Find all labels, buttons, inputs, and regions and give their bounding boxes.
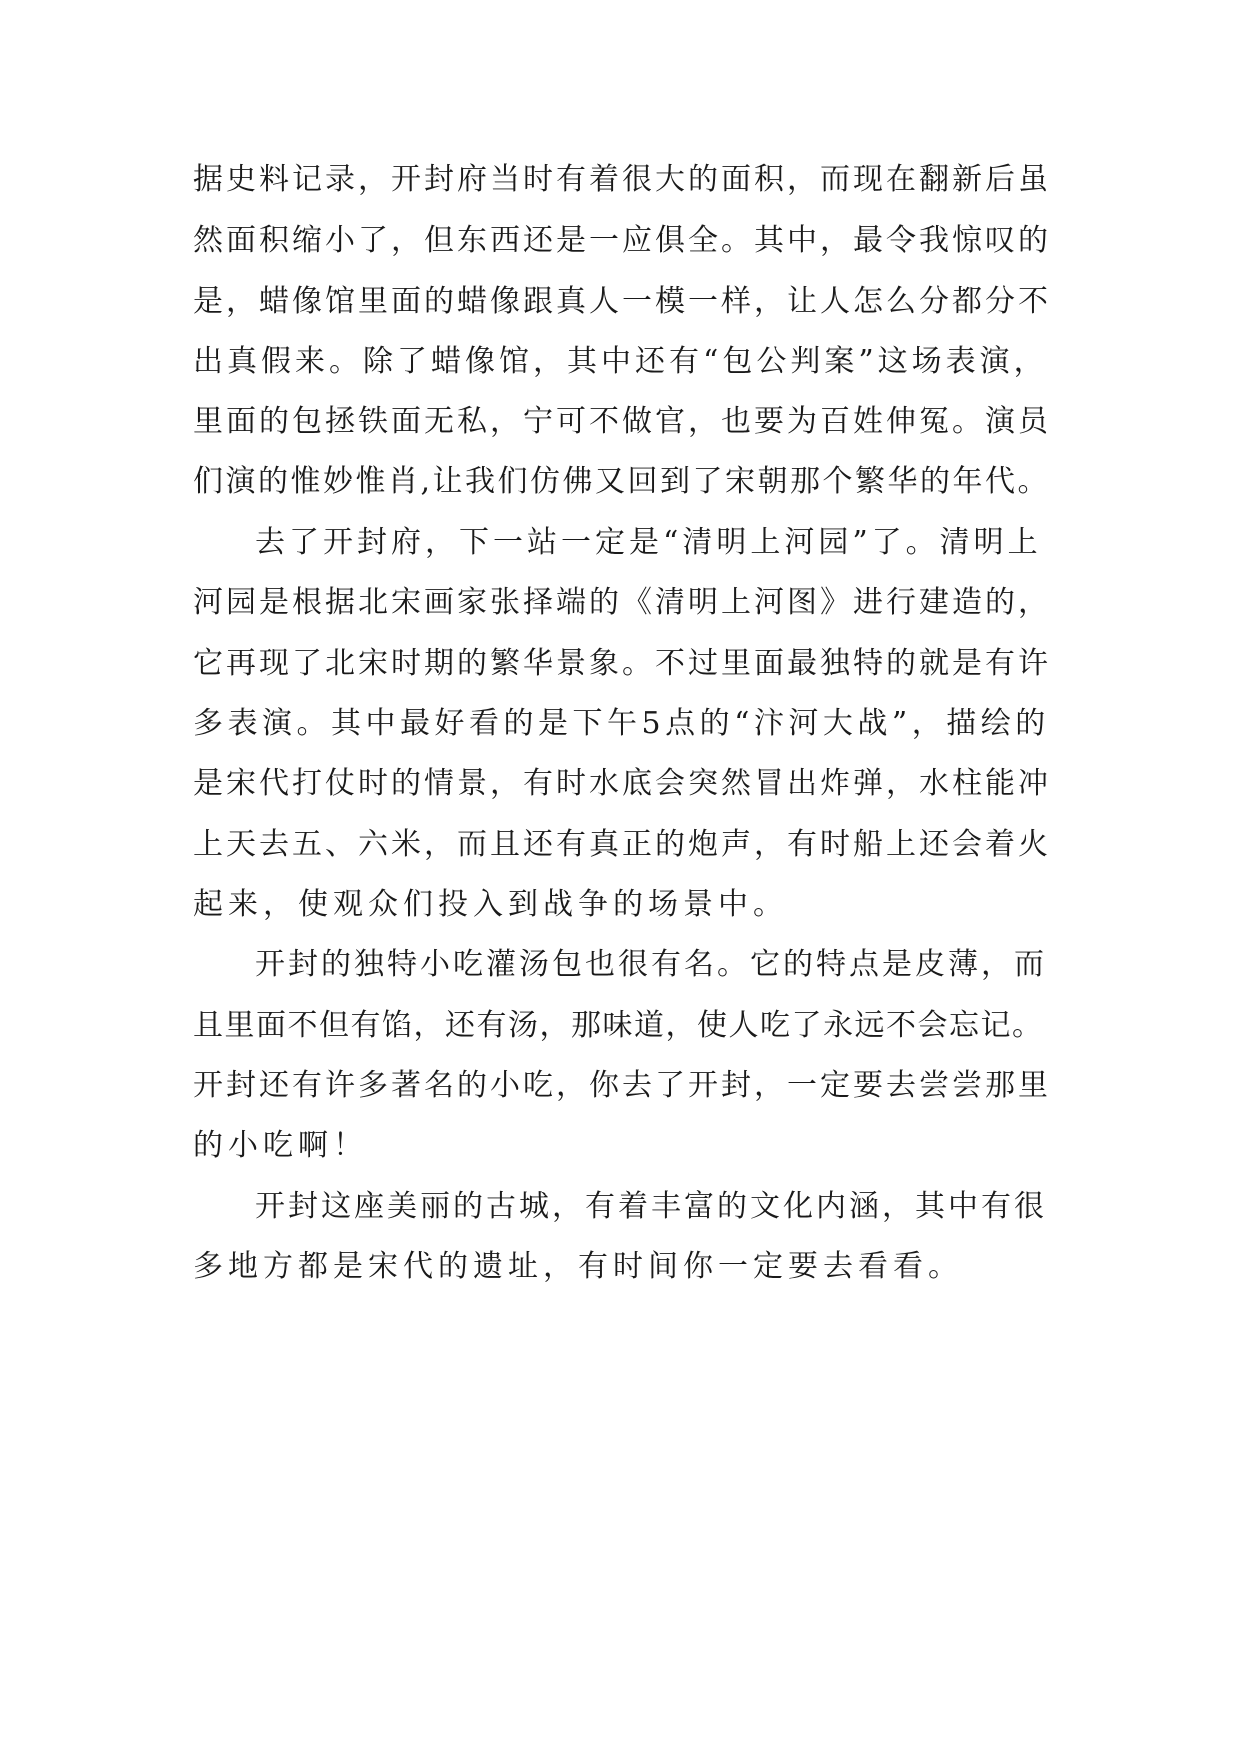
text-line: 开封的独特小吃灌汤包也很有名。它的特点是皮薄，而 [255,947,1047,982]
text-line: 且里面不但有馅，还有汤，那味道，使人吃了永远不会忘记。 [193,1008,1044,1043]
text-line: 是，蜡像馆里面的蜡像跟真人一模一样，让人怎么分都分不 [193,284,1051,319]
text-line: 上天去五、六米，而且还有真正的炮声，有时船上还会着火 [193,827,1051,862]
text-line: 开封这座美丽的古城，有着丰富的文化内涵，其中有很 [255,1189,1047,1224]
text-line: 起来，使观众们投入到战争的场景中。 [193,887,788,922]
text-line: 河园是根据北宋画家张择端的《清明上河图》进行建造的， [193,585,1051,620]
text-line: 出真假来。除了蜡像馆，其中还有“包公判案”这场表演， [193,344,1048,379]
text-line: 据史料记录，开封府当时有着很大的面积，而现在翻新后虽 [193,162,1051,197]
text-line: 里面的包拯铁面无私，宁可不做官，也要为百姓伸冤。演员 [193,404,1051,439]
text-line: 是宋代打仗时的情景，有时水底会突然冒出炸弹，水柱能冲 [193,766,1051,801]
text-line: 多地方都是宋代的遗址，有时间你一定要去看看。 [193,1249,963,1284]
text-line: 多表演。其中最好看的是下午5点的“汴河大战”，描绘的 [193,706,1050,741]
text-line: 它再现了北宋时期的繁华景象。不过里面最独特的就是有许 [193,646,1051,681]
text-line: 们演的惟妙惟肖,让我们仿佛又回到了宋朝那个繁华的年代。 [193,464,1051,499]
text-line: 开封还有许多著名的小吃，你去了开封，一定要去尝尝那里 [193,1068,1051,1103]
text-line: 然面积缩小了，但东西还是一应俱全。其中，最令我惊叹的 [193,223,1051,258]
text-line: 去了开封府，下一站一定是“清明上河园”了。清明上 [255,525,1042,560]
text-line: 的小吃啊！ [193,1128,368,1163]
